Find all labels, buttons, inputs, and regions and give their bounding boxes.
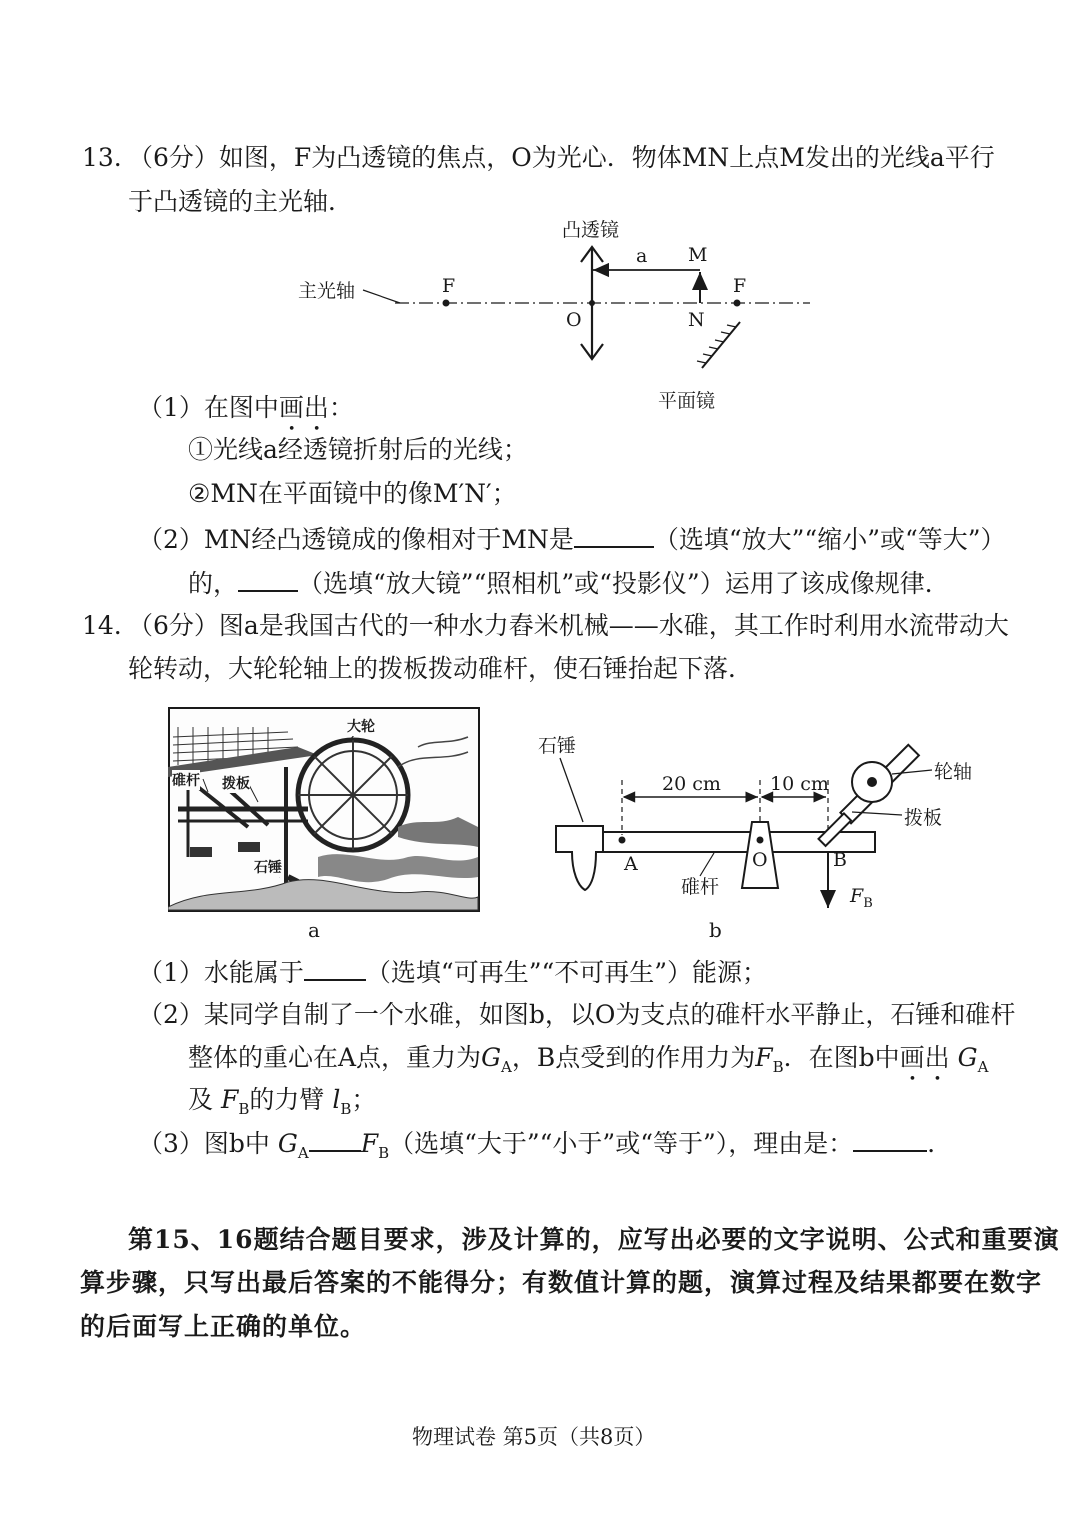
focus-right-dot [734,300,741,307]
q13-part2-line1: （2）MN经凸透镜成的像相对于MN是 （选填“放大”“缩小”或“等大”） [138,522,1006,557]
point-N-label: N [688,309,705,331]
wheel-axle-label: 轮轴 [934,761,973,783]
dim-10cm-label: 10 cm [770,773,829,795]
optical-center-dot [589,300,595,306]
point-M-label: M [688,244,708,266]
stone-hammer-label: 石锤 [538,735,577,757]
lens-label: 凸透镜 [562,219,620,241]
paddle-label: 拨板 [904,807,943,829]
dim-20cm-label: 20 cm [662,773,721,795]
fig-a-label-shichui: 石锤 [254,857,282,877]
q14-part2-line2: 整体的重心在A点，重力为$G_A$，B点受到的作用力为$F_B$．在图b中画出 $G_A$ [188,1043,989,1076]
q14-number: 14. [82,611,122,640]
answer-blank[interactable] [574,522,654,548]
point-A [619,837,626,844]
fig-a-label-dalun: 大轮 [347,716,375,736]
label-B: B [833,849,847,871]
fig-a-label-duigan: 碓杆 [172,770,200,790]
q14-part2-line3: 及 $F_B$的力臂 $l_B$； [188,1085,377,1118]
fig-a-caption: a [308,918,320,942]
q14-part2-line1: （2）某同学自制了一个水碓，如图b，以O为支点的碓杆水平静止，石锤和碓杆 [138,1000,1016,1029]
q14-stem-line1: （6分）图a是我国古代的一种水力舂米机械——水碓，其工作时利用水流带动大 [128,611,1009,640]
ray-a-label: a [636,245,648,267]
label-O: O [752,849,768,871]
q14-part3: （3）图b中 $G_A$ $F_B$（选填“大于”“小于”或“等于”），理由是： ． [138,1126,952,1170]
FB-label: $F_B$ [850,885,873,911]
figure-b-lever [530,720,1000,940]
focus-left-label: F [442,275,456,297]
figure-a-water-mill [168,707,480,912]
q13-part1: （1）在图中画出： [138,393,354,422]
q13-part1-a: ①光线a经透镜折射后的光线； [188,435,528,464]
answer-blank[interactable] [238,566,298,592]
instruction-line1: 第15、16题结合题目要求，涉及计算的，应写出必要的文字说明、公式和重要演 [128,1225,1060,1254]
axis-label: 主光轴 [298,280,356,302]
answer-blank[interactable] [304,955,366,981]
q13-number: 13. [82,143,122,172]
q13-figure [290,210,830,425]
page-footer: 物理试卷 第5页（共8页） [412,1425,656,1449]
q14-part1: （1）水能属于 （选填“可再生”“不可再生”）能源； [138,955,767,990]
fig-b-caption: b [709,918,722,942]
mirror-label: 平面镜 [658,390,716,412]
instruction-line3: 的后面写上正确的单位。 [80,1312,367,1341]
focus-left-dot [443,300,450,307]
q14-stem-line2: 轮转动，大轮轮轴上的拨板拨动碓杆，使石锤抬起下落． [128,654,754,683]
label-A: A [624,853,638,875]
plane-mirror [702,322,740,368]
focus-right-label: F [733,275,747,297]
q13-stem-line1: （6分）如图，F为凸透镜的焦点，O为光心．物体MN上点M发出的光线a平行 [128,143,995,172]
q13-stem-line2: 于凸透镜的主光轴． [128,187,354,216]
optical-center-label: O [566,309,582,331]
stone-hammer [556,826,603,890]
instruction-line2: 算步骤，只写出最后答案的不能得分；有数值计算的题，演算过程及结果都要在数字 [80,1268,1043,1297]
lever-rod-label: 碓杆 [681,876,720,898]
axis-pointer [363,290,400,303]
answer-blank[interactable] [853,1126,927,1152]
answer-blank[interactable] [309,1126,361,1152]
fig-a-label-boban: 拨板 [222,773,250,793]
q13-part2-line2: 的， （选填“放大镜”“照相机”或“投影仪”）运用了该成像规律． [188,566,950,601]
point-O [757,837,764,844]
q13-part1-b: ②MN在平面镜中的像M′N′； [188,479,517,508]
